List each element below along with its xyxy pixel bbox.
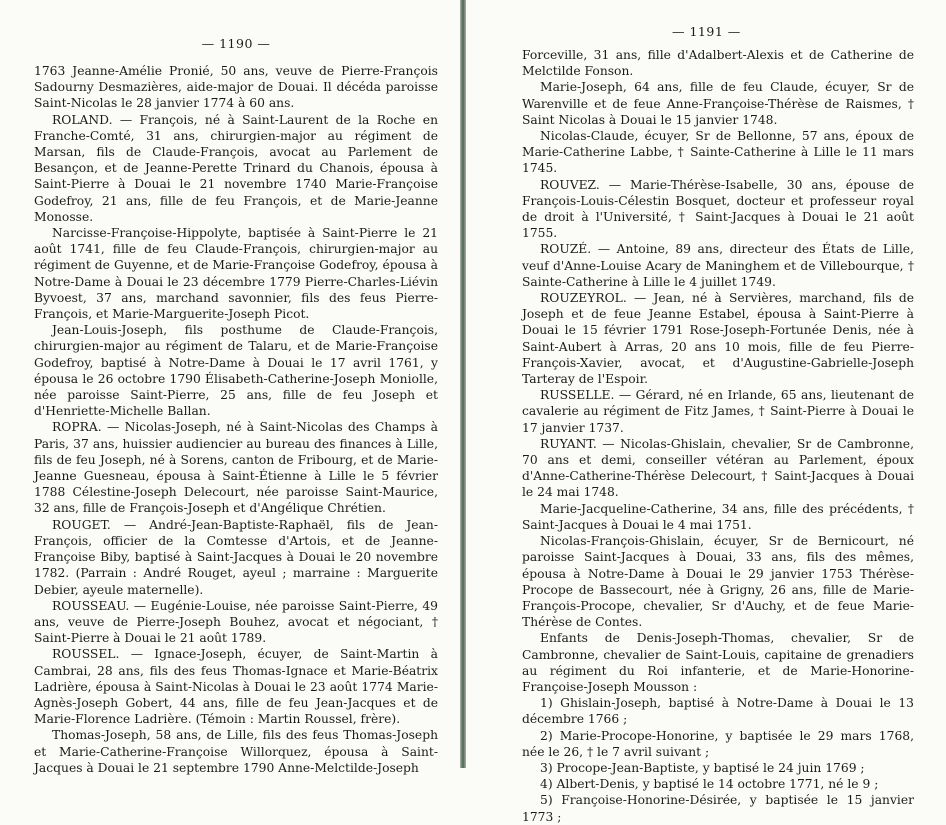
list-item: 1) Ghislain-Joseph, baptisé à Notre-Dame à Douai le 13 décembre 1766 ;: [522, 696, 914, 727]
paragraph: RUYANT. — Nicolas-Ghislain, chevalier, Sr de Cambronne, 70 ans et demi, conseiller vétéran au Parlement, époux d'Anne-Catherine-Thérèse Delecourt, † Saint-Jacques à Douai le 24 mai 1748.: [522, 436, 914, 500]
right-page: [468, 0, 946, 824]
paragraph: ROUVEZ. — Marie-Thérèse-Isabelle, 30 ans, épouse de François-Louis-Célestin Bosquet, docteur et professeur royal de droit à l'Université, † Saint-Jacques à Douai le 21 août 1755.: [522, 177, 914, 241]
paragraph: Thomas-Joseph, 58 ans, de Lille, fils des feus Thomas-Joseph et Marie-Catherine-Françoise Willorquez, épousa à Saint-Jacques à Douai le 21 septembre 1790 Anne-Melctilde-Joseph: [34, 728, 438, 775]
page-number: — 1191 —: [672, 24, 741, 39]
paragraph: ROUGET. — André-Jean-Baptiste-Raphaël, fils de Jean-François, officier de la Comtesse d'Artois, et de Jeanne-Françoise Biby, baptisé à Saint-Jacques à Douai le 20 novembre 1782. (Parrain : André Rouget, ayeul ; marraine : Marguerite Debier, ayeule maternelle).: [34, 517, 438, 597]
paragraph: RUSSELLE. — Gérard, né en Irlande, 65 ans, lieutenant de cavalerie au régiment de Fitz James, † Saint-Pierre à Douai le 17 janvier 1737.: [522, 388, 914, 435]
paragraph: 1763 Jeanne-Amélie Pronié, 50 ans, veuve de Pierre-François Sadourny Desmazières, aide-major de Douai. Il décéda paroisse Saint-Nicolas le 28 janvier 1774 à 60 ans.: [34, 64, 438, 111]
paragraph: Marie-Jacqueline-Catherine, 34 ans, fille des précédents, † Saint-Jacques à Douai le 4 mai 1751.: [522, 501, 914, 532]
page-number: — 1190 —: [201, 36, 271, 51]
paragraph: ROUSSEL. — Ignace-Joseph, écuyer, de Saint-Martin à Cambrai, 28 ans, fils des feus Thomas-Ignace et Marie-Béatrix Ladrière, épousa à Saint-Nicolas à Douai le 23 août 1774 Marie-Agnès-Joseph Gobert, 44 ans, fille de feu Jean-Jacques et de Marie-Florence Ladrière. (Témoin : Martin Roussel, frère).: [34, 647, 438, 727]
book-gutter: [460, 0, 466, 768]
list-item: 2) Marie-Procope-Honorine, y baptisée le 29 mars 1768, née le 26, † le 7 avril suivant ;: [522, 728, 914, 759]
paragraph: ROPRA. — Nicolas-Joseph, né à Saint-Nicolas des Champs à Paris, 37 ans, huissier audiencier au bureau des finances à Lille, fils de feu Joseph, né à Sorens, canton de Fribourg, et de Marie-Jeanne Guesneau, épousa à Saint-Étienne à Lille le 5 février 1788 Célestine-Joseph Delecourt, née paroisse Saint-Maurice, 32 ans, fille de François-Joseph et d'Angélique Chrétien.: [34, 420, 438, 516]
list-item: 4) Albert-Denis, y baptisé le 14 octobre 1771, né le 9 ;: [540, 777, 879, 792]
paragraph: Nicolas-François-Ghislain, écuyer, Sr de Bernicourt, né paroisse Saint-Jacques à Douai, 33 ans, fils des mêmes, épousa à Notre-Dame à Douai le 29 janvier 1753 Thérèse-Procope de Bassecourt, née à Grigny, 26 ans, fille de Marie-François-Procope, chevalier, Sr d'Auchy, et de feue Marie-Thérèse de Contes.: [522, 534, 914, 630]
paragraph: Marie-Joseph, 64 ans, fille de feu Claude, écuyer, Sr de Warenville et de feue Anne-Françoise-Thérèse de Raismes, † Saint Nicolas à Douai le 15 janvier 1748.: [522, 80, 914, 127]
paragraph: ROUZEYROL. — Jean, né à Servières, marchand, fils de Joseph et de feue Jeanne Estabel, épousa à Saint-Pierre à Douai le 15 février 1791 Rose-Joseph-Fortunée Denis, née à Saint-Aubert à Arras, 20 ans 10 mois, fille de feu Pierre-François-Xavier, avocat, et d'Augustine-Gabrielle-Joseph Tarteray de l'Espoir.: [522, 291, 914, 387]
paragraph: Nicolas-Claude, écuyer, Sr de Bellonne, 57 ans, époux de Marie-Catherine Labbe, † Sainte-Catherine à Lille le 11 mars 1745.: [522, 129, 914, 176]
paragraph: Narcisse-Françoise-Hippolyte, baptisée à Saint-Pierre le 21 août 1741, fille de feu Claude-François, chirurgien-major au régiment de Guyenne, et de Marie-Françoise Godefroy, épousa à Notre-Dame à Douai le 23 décembre 1779 Pierre-Charles-Liévin Byvoest, 37 ans, marchand savonnier, fils des feus Pierre-François, et Marie-Marguerite-Joseph Picot.: [34, 226, 438, 322]
list-item: 3) Procope-Jean-Baptiste, y baptisé le 24 juin 1769 ;: [540, 760, 865, 775]
left-page: [0, 0, 464, 775]
paragraph: Forceville, 31 ans, fille d'Adalbert-Alexis et de Catherine de Melctilde Fonson.: [522, 48, 914, 79]
list-item: 5) Françoise-Honorine-Désirée, y baptisée le 15 janvier 1773 ;: [522, 793, 914, 824]
paragraph: Jean-Louis-Joseph, fils posthume de Claude-François, chirurgien-major au régiment de Talaru, et de Marie-Françoise Godefroy, baptisé à Notre-Dame à Douai le 17 avril 1761, y épousa le 26 octobre 1790 Élisabeth-Catherine-Joseph Moniolle, née paroisse Saint-Pierre, 25 ans, fille de feu Joseph et d'Henriette-Michelle Ballan.: [34, 323, 438, 419]
paragraph: ROUSSEAU. — Eugénie-Louise, née paroisse Saint-Pierre, 49 ans, veuve de Pierre-Joseph Bouhez, avocat et négociant, † Saint-Pierre à Douai le 21 août 1789.: [34, 598, 438, 646]
paragraph: Enfants de Denis-Joseph-Thomas, chevalier, Sr de Cambronne, chevalier de Saint-Louis, capitaine de grenadiers au régiment du Roi infanterie, et de Marie-Honorine-Françoise-Joseph Mousson :: [522, 631, 914, 694]
paragraph: ROLAND. — François, né à Saint-Laurent de la Roche en Franche-Comté, 31 ans, chirurgien-major au régiment de Marsan, fils de Claude-François, avocat au Parlement de Besançon, et de Jeanne-Perette Trinard du Chanois, épousa à Saint-Pierre à Douai le 21 novembre 1740 Marie-Françoise Godefroy, 21 ans, fille de feu François, et de Marie-Jeanne Monosse.: [34, 112, 438, 224]
paragraph: ROUZÉ. — Antoine, 89 ans, directeur des États de Lille, veuf d'Anne-Louise Acary de Maninghem et de Villebourque, † Sainte-Catherine à Lille le 4 juillet 1749.: [522, 242, 914, 289]
